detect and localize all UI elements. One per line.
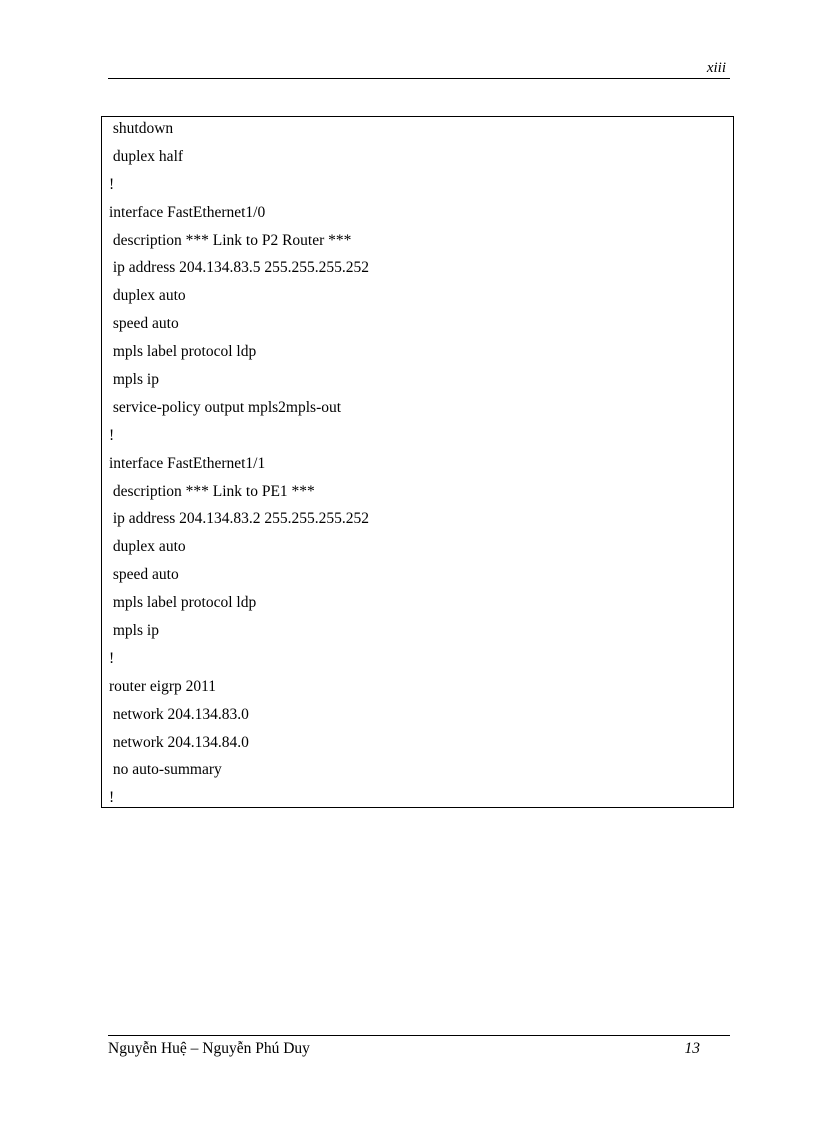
config-line: mpls label protocol ldp <box>109 343 257 361</box>
footer-divider <box>108 1035 730 1036</box>
config-line: description *** Link to PE1 *** <box>109 482 315 500</box>
config-line: ip address 204.134.83.5 255.255.255.252 <box>109 259 370 277</box>
config-line: duplex auto <box>109 287 186 305</box>
config-line: service-policy output mpls2mpls-out <box>109 398 342 416</box>
config-line: router eigrp 2011 <box>109 677 217 695</box>
config-line: duplex half <box>109 147 184 165</box>
config-code-box <box>101 116 734 808</box>
config-line: ! <box>109 649 115 667</box>
config-line: mpls ip <box>109 622 159 640</box>
config-line: ! <box>109 426 115 444</box>
config-line: network 204.134.84.0 <box>109 733 249 751</box>
config-line: ! <box>109 175 115 193</box>
config-line: description *** Link to P2 Router *** <box>109 231 352 249</box>
config-line: shutdown <box>109 120 174 137</box>
config-line: mpls ip <box>109 371 159 389</box>
header-divider <box>108 78 730 79</box>
footer-page-number: 13 <box>684 1040 700 1057</box>
config-line: speed auto <box>109 315 179 333</box>
config-line: network 204.134.83.0 <box>109 705 249 723</box>
footer-authors: Nguyễn Huệ – Nguyễn Phú Duy <box>108 1040 310 1057</box>
config-line: speed auto <box>109 566 179 584</box>
config-line: interface FastEthernet1/1 <box>109 454 266 472</box>
config-line: ! <box>109 789 115 807</box>
config-line: ip address 204.134.83.2 255.255.255.252 <box>109 510 370 528</box>
config-line: duplex auto <box>109 538 186 556</box>
config-line: interface FastEthernet1/0 <box>109 203 266 221</box>
header-page-roman: xiii <box>706 60 726 76</box>
config-line: no auto-summary <box>109 761 222 779</box>
config-line: mpls label protocol ldp <box>109 594 257 612</box>
